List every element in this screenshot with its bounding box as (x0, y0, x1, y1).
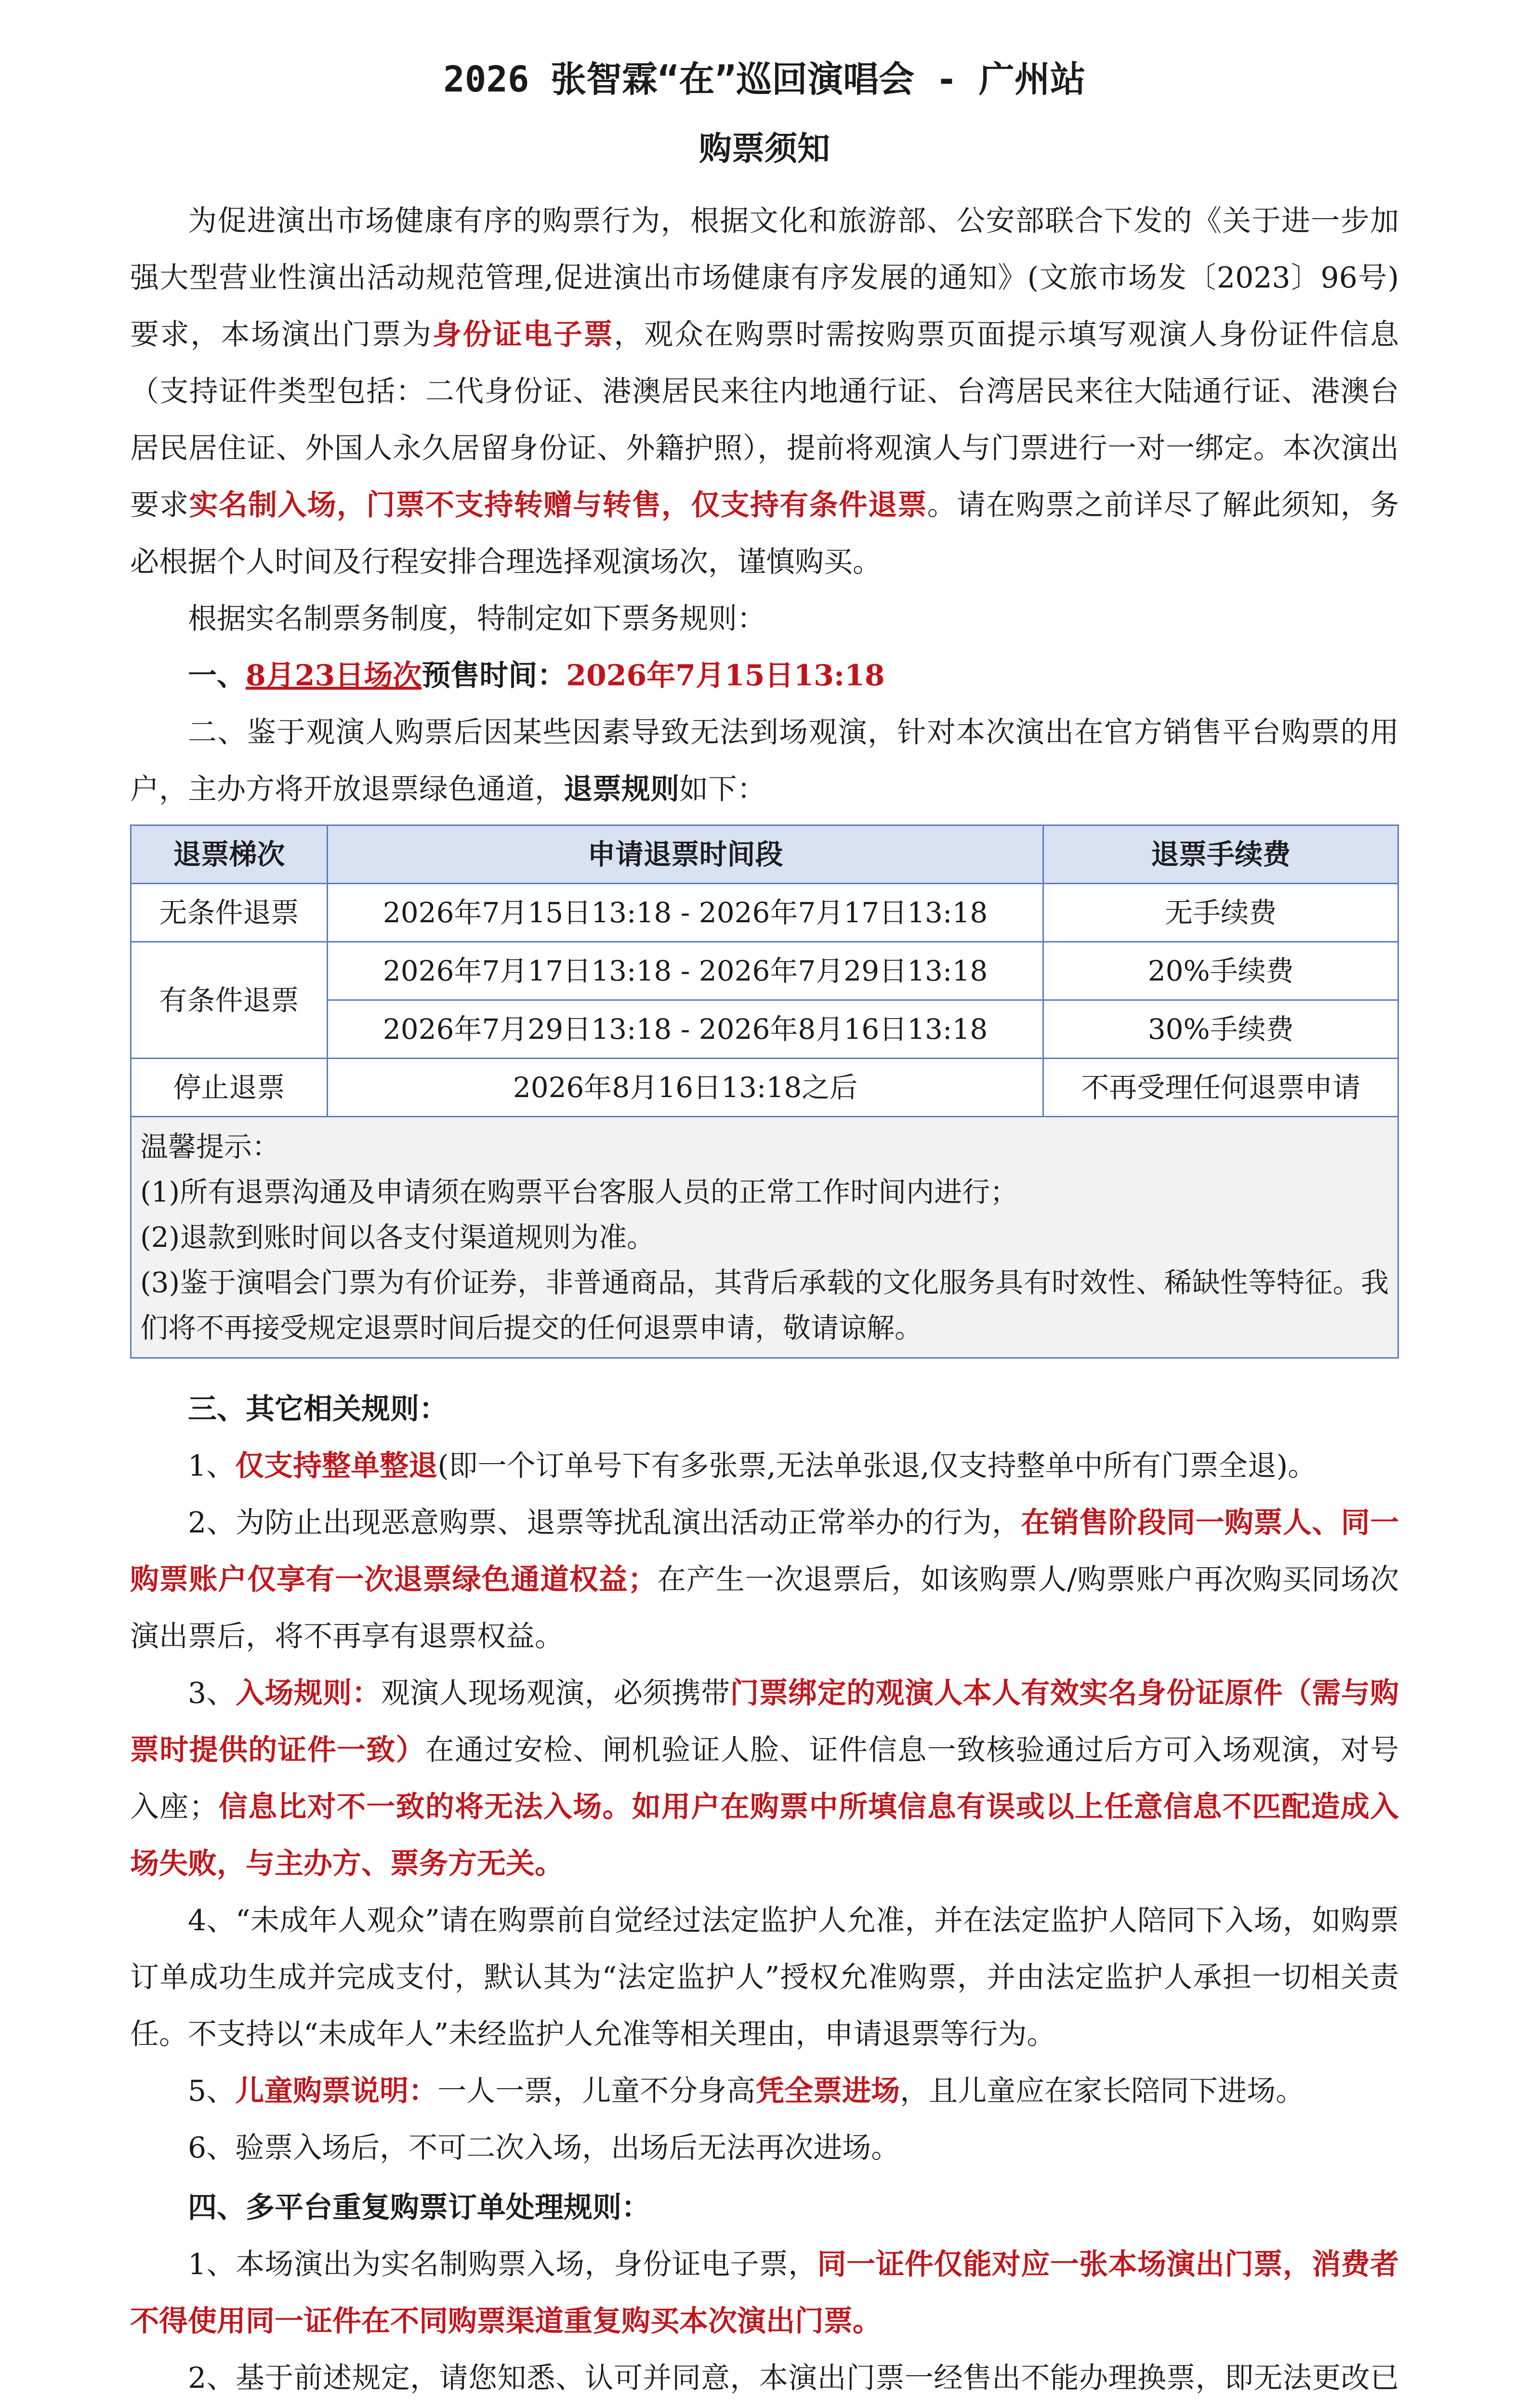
item-text: 在产生一次退票后，如该购票人/购票账户再次购买同场次演出票后，将不再享有退票权益。 (130, 1563, 1399, 1653)
item-text: 2、基于前述规定，请您知悉、认可并同意，本演出门票一经售出不能办理换票，即无法更改已 (188, 2361, 1399, 2395)
table-row (131, 942, 1398, 1000)
rule1-label: 预售时间： (422, 659, 567, 693)
item-highlight: 凭全票进场 (755, 2074, 900, 2108)
section-4-heading: 四、多平台重复购票订单处理规则： (188, 2191, 650, 2225)
intro-highlight-realname: 实名制入场，门票不支持转赠与转售，仅支持有条件退票 (189, 488, 927, 522)
section-3-item-2 (130, 1494, 1399, 1665)
refund-notes (131, 1117, 1398, 1358)
item-text: 一人一票，儿童不分身高 (437, 2074, 756, 2108)
note-item: (3)鉴于演唱会门票为有价证券，非普通商品，其背后承载的文化服务具有时效性、稀缺性等特征。我们将不再接受规定退票时间后提交的任何退票申请，敬请谅解。 (140, 1266, 1389, 1344)
note-item: (1)所有退票沟通及申请须在购票平台客服人员的正常工作时间内进行； (140, 1176, 1018, 1208)
header-fee: 退票手续费 (1043, 825, 1398, 884)
rule1-presale-time: 2026年7月15日13:18 (566, 659, 885, 693)
period-cell: 2026年7月15日13:18 - 2026年7月17日13:18 (327, 884, 1043, 942)
fee-cell: 20%手续费 (1043, 942, 1398, 1000)
rule2-text-1: 二、鉴于观演人购票后因某些因素导致无法到场观演，针对本次演出在官方销售平台购票的用户，主办方将开放退票绿色通道， (130, 716, 1399, 806)
item-highlight: 信息比对不一致的将无法入场。如用户在购票中所填信息有误或以上任意信息不匹配造成入场失败，与主办方、票务方无关。 (130, 1790, 1399, 1881)
item-text: 2、为防止出现恶意购票、退票等扰乱演出活动正常举办的行为， (188, 1506, 1021, 1540)
header-period: 申请退票时间段 (327, 825, 1043, 884)
page-subtitle: 购票须知 (699, 130, 830, 168)
item-number: 5、 (188, 2074, 236, 2108)
note-item: (2)退款到账时间以各支付渠道规则为准。 (140, 1221, 655, 1254)
header-tier: 退票梯次 (131, 825, 328, 884)
section-3-item-3 (130, 1665, 1399, 1892)
section-3-item-5 (130, 2063, 1399, 2120)
tier-cell: 停止退票 (131, 1059, 328, 1117)
section-3-item-4: 4、“未成年人观众”请在购票前自觉经过法定监护人允准，并在法定监护人陪同下入场，如购票订单成功生成并完成支付，默认其为“法定监护人”授权允准购票，并由法定监护人承担一切相关责任。不支持以“未成年人”未经监护人允准等相关理由，申请退票等行为。 (130, 1904, 1399, 2051)
intro-rules-lead: 根据实名制票务制度，特制定如下票务规则： (188, 602, 766, 636)
section-3-heading: 三、其它相关规则： (188, 1392, 448, 1426)
section-3-item-1 (130, 1438, 1399, 1494)
rule1-session-date: 8月23日场次 (246, 659, 422, 693)
item-highlight: 同一证件仅能对应一张本场演出门票，消费者不得使用同一证件在不同购票渠道重复购买本次演出门票。 (130, 2248, 1399, 2338)
rule1-prefix: 一、 (188, 659, 246, 693)
period-cell: 2026年8月16日13:18之后 (327, 1059, 1043, 1117)
tier-cell: 无条件退票 (131, 884, 328, 942)
fee-cell: 不再受理任何退票申请 (1043, 1059, 1398, 1117)
spacer (130, 1359, 1399, 1378)
table-row (131, 884, 1398, 942)
presale-time-rule (130, 647, 1399, 704)
item-text: 观演人现场观演，必须携带 (381, 1676, 730, 1710)
item-highlight: 入场规则： (235, 1676, 381, 1710)
refund-notes-row (131, 1117, 1398, 1358)
intro-text-2: ，观众在购票时需按购票页面提示填写观演人身份证件信息（支持证件类型包括：二代身份证、港澳居民来往内地通行证、台湾居民来往大陆通行证、港澳台居民居住证、外国人永久居留身份证、外籍护照），提前将观演人与门票进行一对一绑定。本次演出要求 (130, 318, 1399, 522)
section-3-item-6: 6、验票入场后，不可二次入场，出场后无法再次进场。 (188, 2131, 900, 2165)
item-highlight: 儿童购票说明： (235, 2074, 438, 2108)
refund-table (130, 824, 1399, 1359)
section-4-item-2 (130, 2350, 1399, 2408)
fee-cell: 无手续费 (1043, 884, 1398, 942)
page-title: 2026 张智霖“在”巡回演唱会 - 广州站 (443, 59, 1086, 100)
fee-cell: 30%手续费 (1043, 1000, 1398, 1059)
intro-text-3: 。请在购票之前详尽了解此须知，务必根据个人时间及行程安排合理选择观演场次，谨慎购买。 (130, 488, 1399, 579)
item-highlight: 在销售阶段同一购票人、同一购票账户仅享有一次退票绿色通道权益； (130, 1506, 1399, 1597)
intro-highlight-ticket-type: 身份证电子票 (432, 318, 614, 352)
table-row (131, 1059, 1398, 1117)
section-4-item-1 (130, 2236, 1399, 2350)
item-number: 3、 (188, 1676, 236, 1710)
refund-rule-intro (130, 704, 1399, 818)
item-highlight: 门票绑定的观演人本人有效实名身份证原件（需与购票时提供的证件一致） (130, 1676, 1399, 1767)
intro-paragraph (130, 193, 1399, 590)
notes-title: 温馨提示： (140, 1130, 280, 1163)
item-highlight: 仅支持整单整退 (235, 1449, 438, 1483)
rule2-text-2: 如下： (679, 772, 766, 806)
intro-text-1: 为促进演出市场健康有序的购票行为，根据文化和旅游部、公安部联合下发的《关于进一步加强大型营业性演出活动规范管理,促进演出市场健康有序发展的通知》(文旅市场发〔2023〕96号)要求，本场演出门票为 (130, 204, 1399, 352)
item-text: ，且儿童应在家长陪同下进场。 (900, 2074, 1305, 2108)
item-text: 在通过安检、闸机验证人脸、证件信息一致核验通过后方可入场观演，对号入座； (130, 1733, 1399, 1824)
tier-cell: 有条件退票 (131, 942, 328, 1059)
rule2-bold-label: 退票规则 (564, 772, 679, 806)
item-number: 1、 (188, 1449, 236, 1483)
item-text: 1、本场演出为实名制购票入场，身份证电子票， (188, 2248, 817, 2281)
item-text: (即一个订单号下有多张票,无法单张退,仅支持整单中所有门票全退)。 (437, 1449, 1317, 1483)
period-cell: 2026年7月29日13:18 - 2026年8月16日13:18 (327, 1000, 1043, 1059)
period-cell: 2026年7月17日13:18 - 2026年7月29日13:18 (327, 942, 1043, 1000)
refund-table-header (131, 825, 1398, 884)
